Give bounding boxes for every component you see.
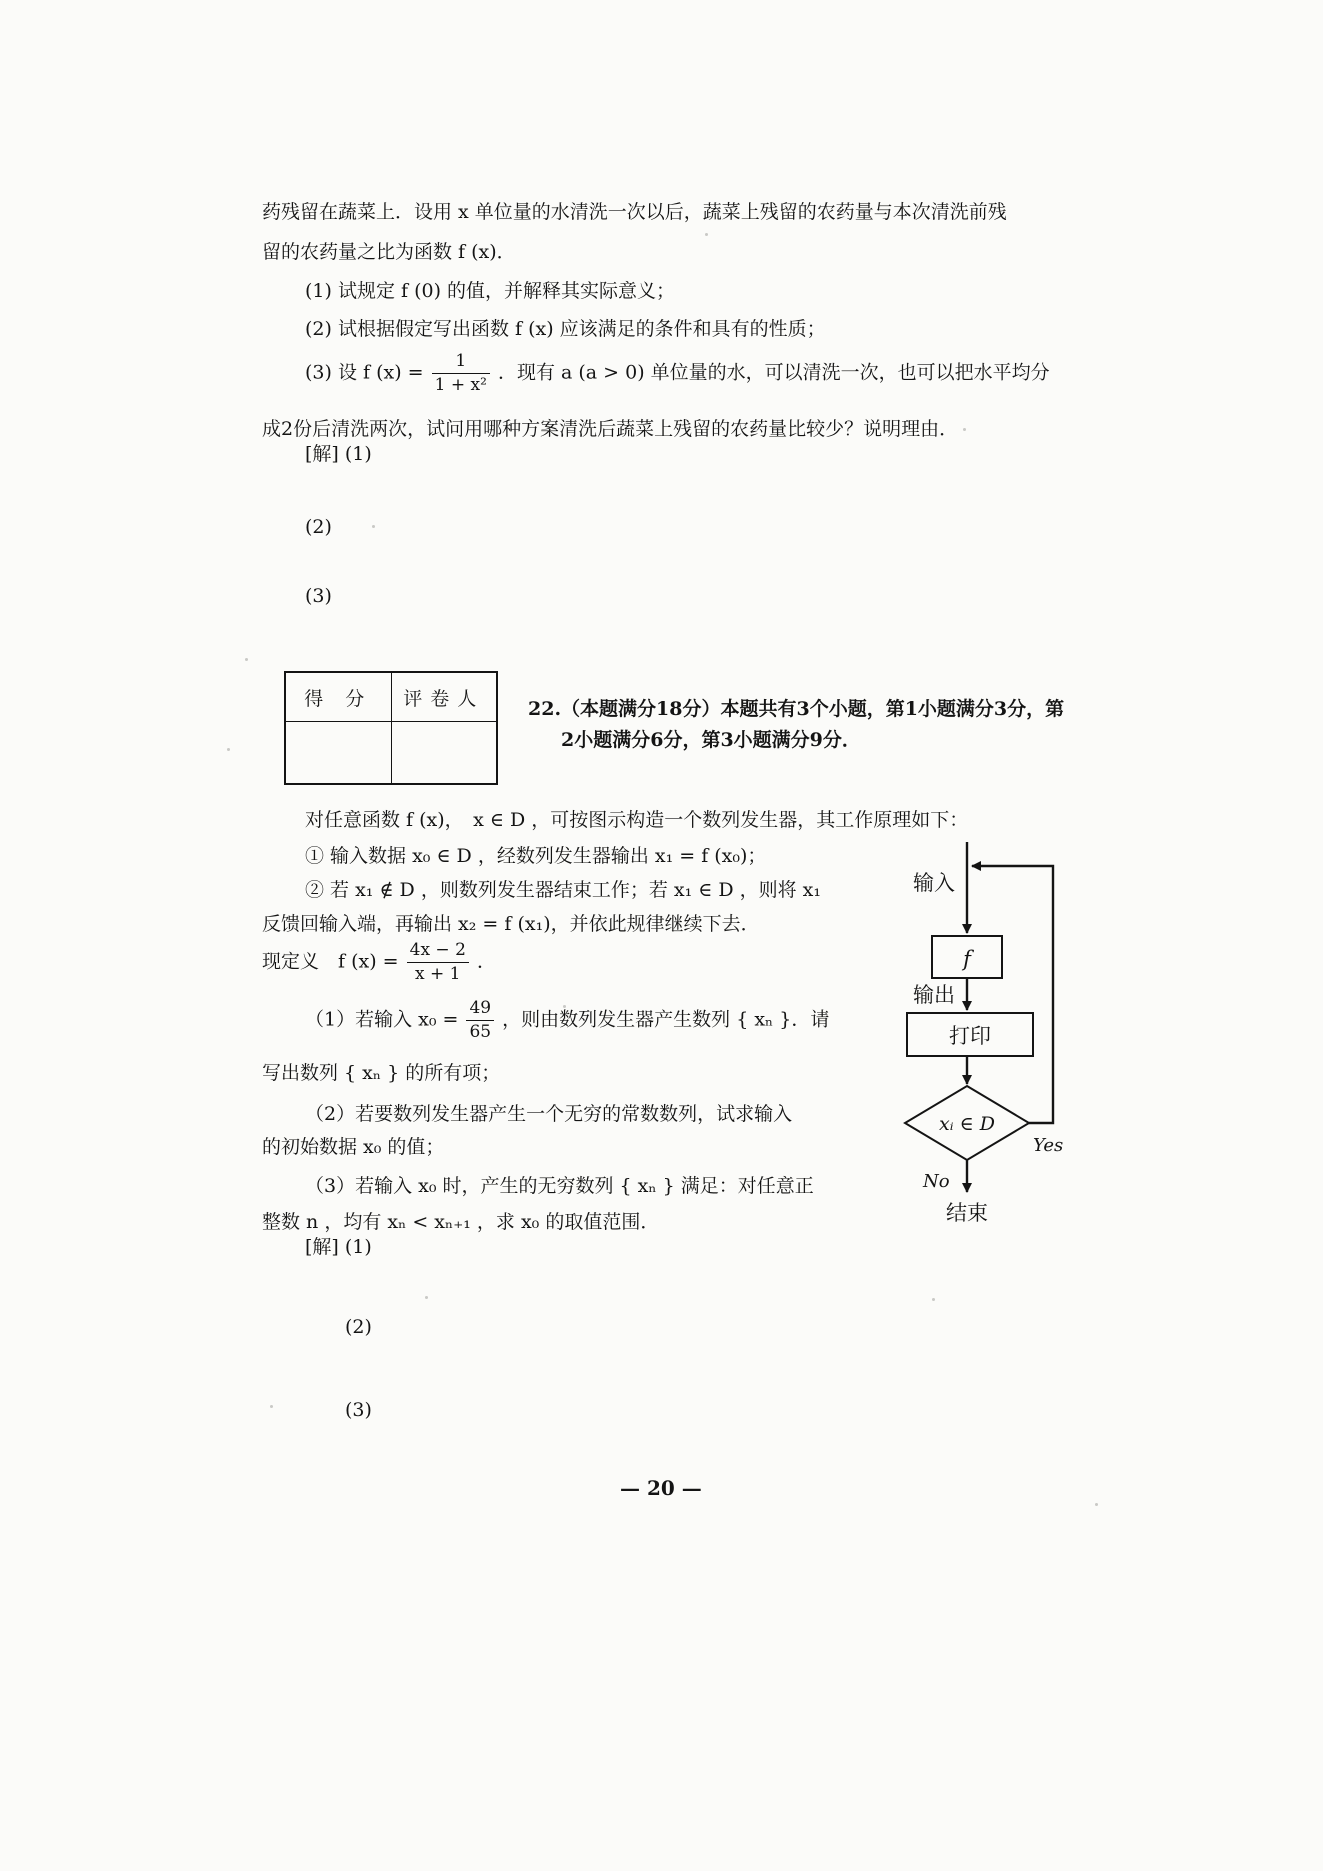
scan-speck xyxy=(963,428,966,431)
score-cell xyxy=(285,722,391,785)
output-label: 输出 xyxy=(913,983,955,1007)
scan-speck xyxy=(227,748,230,751)
q22-def-fraction xyxy=(407,942,469,983)
fraction-denominator: 65 xyxy=(469,1022,492,1042)
intro-line-2: 留的农药量之比为函数 f (x)． xyxy=(262,241,516,263)
q21-item-3-prefix: (3) 设 f (x) = xyxy=(305,361,424,384)
q22-solution-label: [解] (1) xyxy=(305,1236,372,1258)
intro-line-1: 药残留在蔬菜上．设用 x 单位量的水清洗一次以后，蔬菜上残留的农药量与本次清洗前残 xyxy=(262,201,1007,223)
fraction-numerator: 4x − 2 xyxy=(407,942,469,963)
q21-fraction xyxy=(432,353,490,394)
page-number: — 20 — xyxy=(620,1476,702,1500)
q22-part-1-fraction xyxy=(466,1000,494,1041)
score-header: 得 分 xyxy=(285,672,391,722)
q21-part-3-label: (3) xyxy=(305,585,332,607)
q21-item-1: (1) 试规定 f (0) 的值，并解释其实际意义； xyxy=(305,280,676,302)
q22-part-1 xyxy=(305,1000,829,1041)
q21-part-2-label: (2) xyxy=(305,516,332,538)
sequence-generator-flowchart xyxy=(895,838,1095,1238)
no-label: No xyxy=(923,1171,950,1192)
q22-line-4: 反馈回输入端，再输出 x₂ = f (x₁)，并依此规律继续下去． xyxy=(262,913,760,935)
q22-part-3-line-1: （3）若输入 x₀ 时，产生的无穷数列 { xₙ } 满足：对任意正 xyxy=(305,1175,814,1197)
print-label: 打印 xyxy=(949,1024,991,1048)
yes-feedback-arrow xyxy=(972,866,1053,1123)
scan-speck xyxy=(932,1298,935,1301)
yes-label: Yes xyxy=(1033,1135,1064,1156)
q21-item-2: (2) 试根据假定写出函数 f (x) 应该满足的条件和具有的性质； xyxy=(305,318,826,340)
q22-def-suffix: ． xyxy=(476,950,496,973)
q21-solution-label: [解] (1) xyxy=(305,443,372,465)
scan-speck xyxy=(245,658,248,661)
q22-part-2-line-1: （2）若要数列发生器产生一个无穷的常数数列，试求输入 xyxy=(305,1103,793,1125)
q22-part-3-line-2: 整数 n ，均有 xₙ < xₙ₊₁ ，求 x₀ 的取值范围． xyxy=(262,1211,660,1233)
scan-speck xyxy=(372,525,375,528)
q22-part-3-label: (3) xyxy=(345,1399,372,1421)
q21-item-3-line-2: 成2份后清洗两次，试问用哪种方案清洗后蔬菜上残留的农药量比较少？说明理由． xyxy=(262,418,959,440)
q22-line-1: 对任意函数 f (x)， x ∈ D ，可按图示构造一个数列发生器，其工作原理如下： xyxy=(305,809,969,831)
q21-item-3-suffix: ．现有 a (a > 0) 单位量的水，可以清洗一次，也可以把水平均分 xyxy=(497,361,1050,384)
q22-header-line-1: 22.（本题满分18分）本题共有3个小题，第1小题满分3分，第 xyxy=(528,698,1065,720)
scan-speck xyxy=(705,233,708,236)
fraction-denominator: 1 + x² xyxy=(434,375,487,395)
q22-definition xyxy=(262,942,496,983)
q22-header-line-2: 2小题满分6分，第3小题满分9分． xyxy=(561,729,861,751)
q22-part-1-prefix: （1）若输入 x₀ = xyxy=(305,1008,459,1031)
fraction-numerator: 49 xyxy=(466,1000,494,1021)
q22-def-prefix: 现定义 f (x) = xyxy=(262,950,399,973)
scan-speck xyxy=(1095,1503,1098,1506)
q21-item-3 xyxy=(305,353,1050,394)
function-label: f xyxy=(963,947,971,971)
scan-speck xyxy=(425,1296,428,1299)
q22-line-3: ② 若 x₁ ∉ D ，则数列发生器结束工作；若 x₁ ∈ D ，则将 x₁ xyxy=(305,879,821,901)
input-label: 输入 xyxy=(913,871,955,895)
q22-part-1-suffix: ，则由数列发生器产生数列 { xₙ }．请 xyxy=(502,1008,830,1031)
grader-cell xyxy=(391,722,497,785)
fraction-numerator: 1 xyxy=(432,353,490,374)
q22-part-1-line-2: 写出数列 { xₙ } 的所有项； xyxy=(262,1062,501,1084)
q22-part-2-line-2: 的初始数据 x₀ 的值； xyxy=(262,1136,445,1158)
grader-header: 评卷人 xyxy=(391,672,497,722)
q22-line-2: ① 输入数据 x₀ ∈ D ，经数列发生器输出 x₁ = f (x₀)； xyxy=(305,845,767,867)
end-label: 结束 xyxy=(946,1201,988,1225)
score-table xyxy=(284,671,498,785)
q22-part-2-label: (2) xyxy=(345,1316,372,1338)
decision-label: xᵢ ∈ D xyxy=(939,1113,995,1135)
scan-speck xyxy=(270,1405,273,1408)
fraction-denominator: x + 1 xyxy=(415,964,461,984)
